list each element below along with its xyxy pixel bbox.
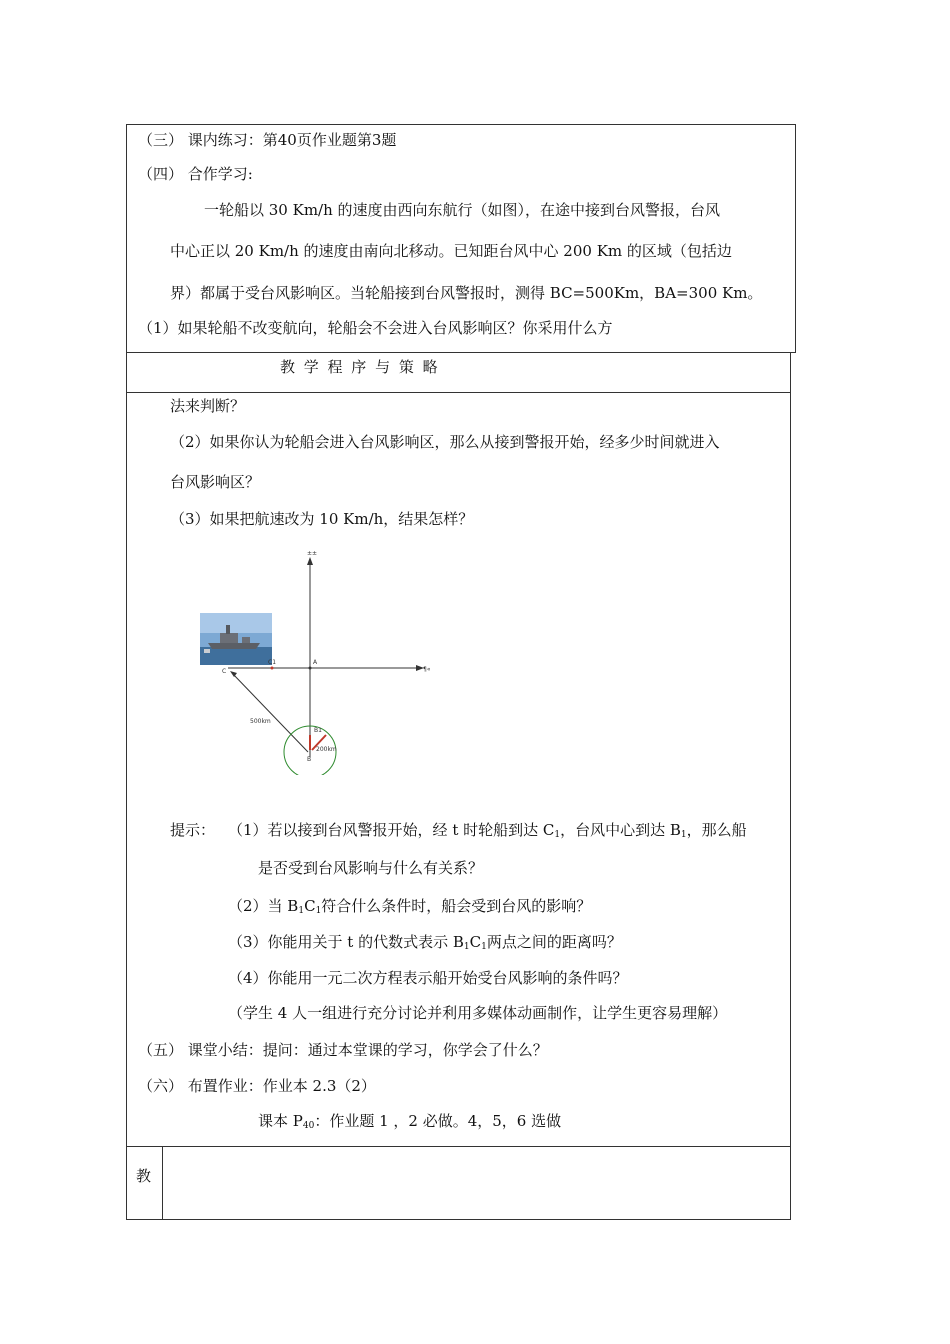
label-B: B — [307, 756, 312, 763]
bc-arrowhead — [230, 671, 237, 677]
table-bottom-row-divider — [126, 1146, 790, 1147]
north-arrowhead — [307, 557, 313, 565]
question-1-start: （1）如果轮船不改变航向，轮船会不会进入台风影响区？你采用什么方 — [138, 319, 613, 337]
cooperative-learning-line: （四） 合作学习: — [138, 165, 253, 183]
north-label: ±± — [307, 550, 318, 557]
label-500km: 500km — [250, 718, 271, 725]
homework-line-2: 课本 $P_{40}$：作业题 1 ，2 必做。4，5，6 选做 — [258, 1112, 562, 1131]
question-2-line-a: （2）如果你认为轮船会进入台风影响区，那么从接到警报开始，经多少时间就进入 — [170, 433, 720, 451]
bottom-row-label: 教 — [136, 1167, 152, 1185]
ship-photo — [200, 613, 272, 665]
table-right-border — [790, 353, 791, 1220]
table-header-divider — [126, 392, 790, 393]
exercise-line: （三） 课内练习：第40页作业题第3题 — [138, 131, 397, 149]
label-A: A — [313, 659, 318, 666]
label-C1: C1 — [268, 659, 277, 666]
question-2-line-b: 台风影响区？ — [170, 473, 261, 491]
question-3: （3）如果把航速改为 10 Km/h，结果怎样？ — [170, 510, 474, 528]
line-BC — [232, 673, 308, 752]
problem-para-2: 中心正以 20 Km/h 的速度由南向北移动。已知距台风中心 200 Km 的区域（包括边 — [170, 242, 732, 260]
question-1-end: 法来判断？ — [170, 397, 246, 415]
point-C1 — [271, 667, 274, 670]
table-left-border — [126, 353, 127, 1220]
problem-para-3: 界）都属于受台风影响区。当轮船接到台风警报时，测得 BC=500Km，BA=300 Km。 — [170, 284, 763, 302]
group-discussion-note: （学生 4 人一组进行充分讨论并利用多媒体动画制作，让学生更容易理解） — [228, 1004, 728, 1022]
hint-2: （2）当 $B_1C_1$符合什么条件时，船会受到台风的影响？ — [228, 897, 592, 916]
label-C: C — [222, 668, 227, 675]
table-bottom-border — [126, 1219, 790, 1220]
hint-3: （3）你能用关于 t 的代数式表示 $B_1C_1$两点之间的距离吗？ — [228, 933, 622, 952]
hint-1-line-a: （1）若以接到台风警报开始，经 t 时轮船到达 $C_1$，台风中心到达 $B_1$，那么船 — [228, 821, 747, 840]
problem-para-1: 一轮船以 30 Km/h 的速度由西向东航行（如图），在途中接到台风警报，台风 — [204, 201, 721, 219]
table-header-title: 教 学 程 序 与 策 略 — [280, 358, 440, 376]
class-summary: （五） 课堂小结：提问：通过本堂课的学习，你学会了什么？ — [138, 1041, 548, 1059]
hint-label: 提示： — [170, 821, 216, 839]
point-A — [309, 667, 312, 670]
hint-1-line-b: 是否受到台风影响与什么有关系？ — [258, 859, 484, 877]
label-B1: B1 — [314, 727, 322, 734]
homework-line-1: （六） 布置作业：作业本 2.3（2） — [138, 1077, 376, 1095]
hint-4: （4）你能用一元二次方程表示船开始受台风影响的条件吗？ — [228, 969, 628, 987]
typhoon-diagram — [190, 545, 450, 775]
bottom-row-column-divider — [162, 1146, 163, 1219]
label-200km: 200km — [316, 746, 337, 753]
east-label: ¶« — [423, 666, 431, 673]
